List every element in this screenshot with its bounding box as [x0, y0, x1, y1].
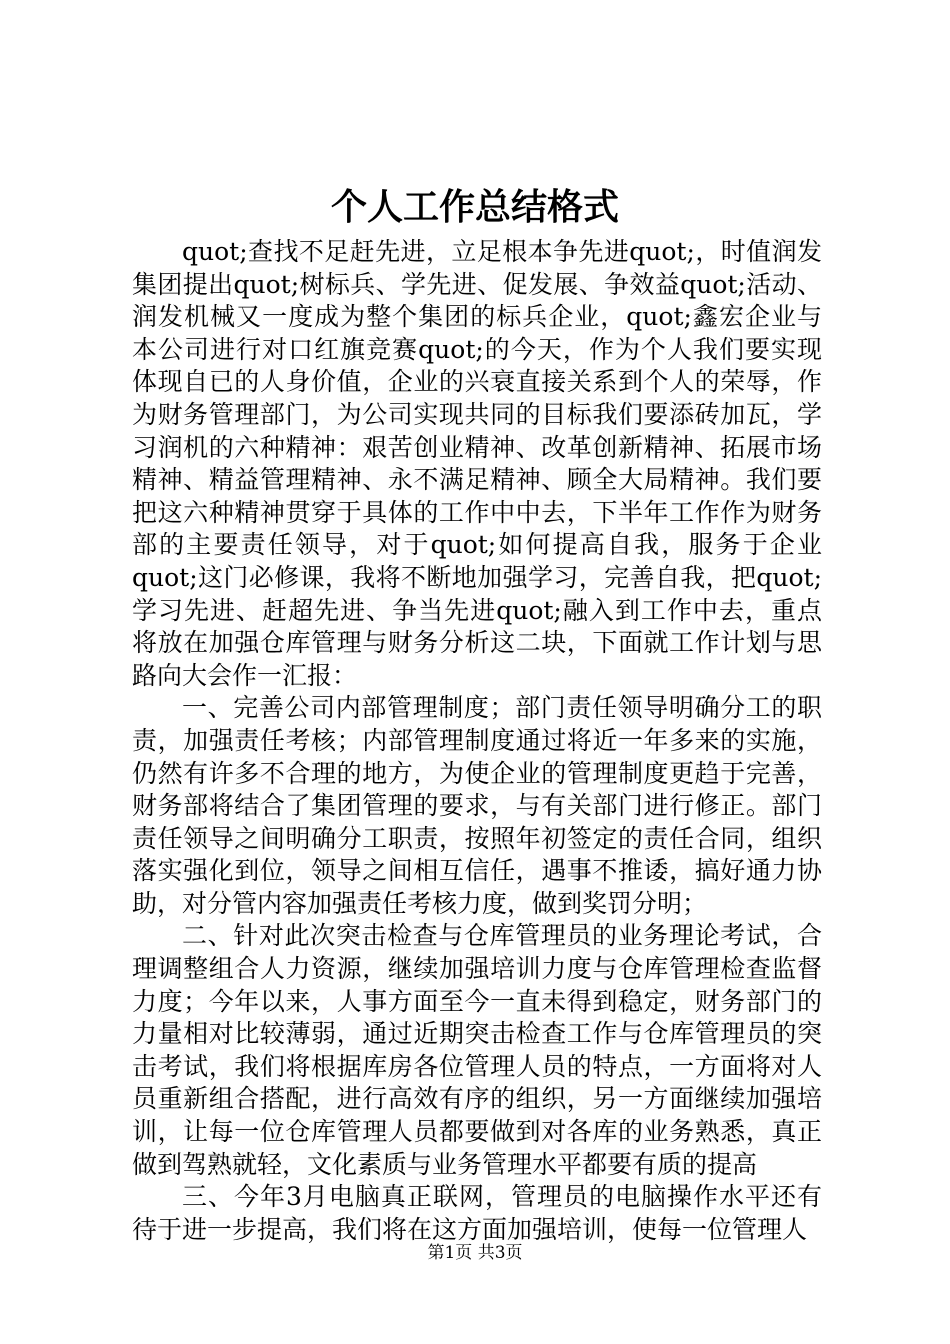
paragraph-item-3: 三、今年3月电脑真正联网，管理员的电脑操作水平还有待于进一步提高，我们将在这方面加强培训，使每一位管理人	[132, 1182, 822, 1244]
document-body	[132, 236, 822, 1246]
paragraph-item-1: 一、完善公司内部管理制度；部门责任领导明确分工的职责，加强责任考核；内部管理制度通过将近一年多来的实施，仍然有许多不合理的地方，为使企业的管理制度更趋于完善，财务部将结合了集团管理的要求，与有关部门进行修正。部门责任领导之间明确分工职责，按照年初签定的责任合同，组织落实强化到位，领导之间相互信任，遇事不推诿，搞好通力协助，对分管内容加强责任考核力度，做到奖罚分明；	[132, 693, 822, 918]
paragraph-item-2: 二、针对此次突击检查与仓库管理员的业务理论考试，合理调整组合人力资源，继续加强培训力度与仓库管理检查监督力度；今年以来，人事方面至今一直未得到稳定，财务部门的力量相对比较薄弱，通过近期突击检查工作与仓库管理员的突击考试，我们将根据库房各位管理人员的特点，一方面将对人员重新组合搭配，进行高效有序的组织，另一方面继续加强培训，让每一位仓库管理人员都要做到对各库的业务熟悉，真正做到驾熟就轻，文化素质与业务管理水平都要有质的提高	[132, 921, 822, 1179]
paragraph-intro: quot;查找不足赶先进，立足根本争先进quot;，时值润发集团提出quot;树标兵、学先进、促发展、争效益quot;活动、润发机械又一度成为整个集团的标兵企业，quot;鑫宏企业与本公司进行对口红旗竞赛quot;的今天，作为个人我们要实现体现自已的人身价值，企业的兴衰直接关系到个人的荣辱，作为财务管理部门，为公司实现共同的目标我们要添砖加瓦，学习润机的六种精神：艰苦创业精神、改革创新精神、拓展市场精神、精益管理精神、永不满足精神、顾全大局精神。我们要把这六种精神贯穿于具体的工作中中去，下半年工作作为财务部的主要责任领导，对于quot;如何提高自我，服务于企业quot;这门必修课，我将不断地加强学习，完善自我，把quot;学习先进、赶超先进、争当先进quot;融入到工作中去，重点将放在加强仓库管理与财务分析这二块，下面就工作计划与思路向大会作一汇报：	[132, 237, 822, 690]
page-number-footer: 第1页 共3页	[427, 1243, 523, 1263]
document-title: 个人工作总结格式	[330, 186, 619, 228]
